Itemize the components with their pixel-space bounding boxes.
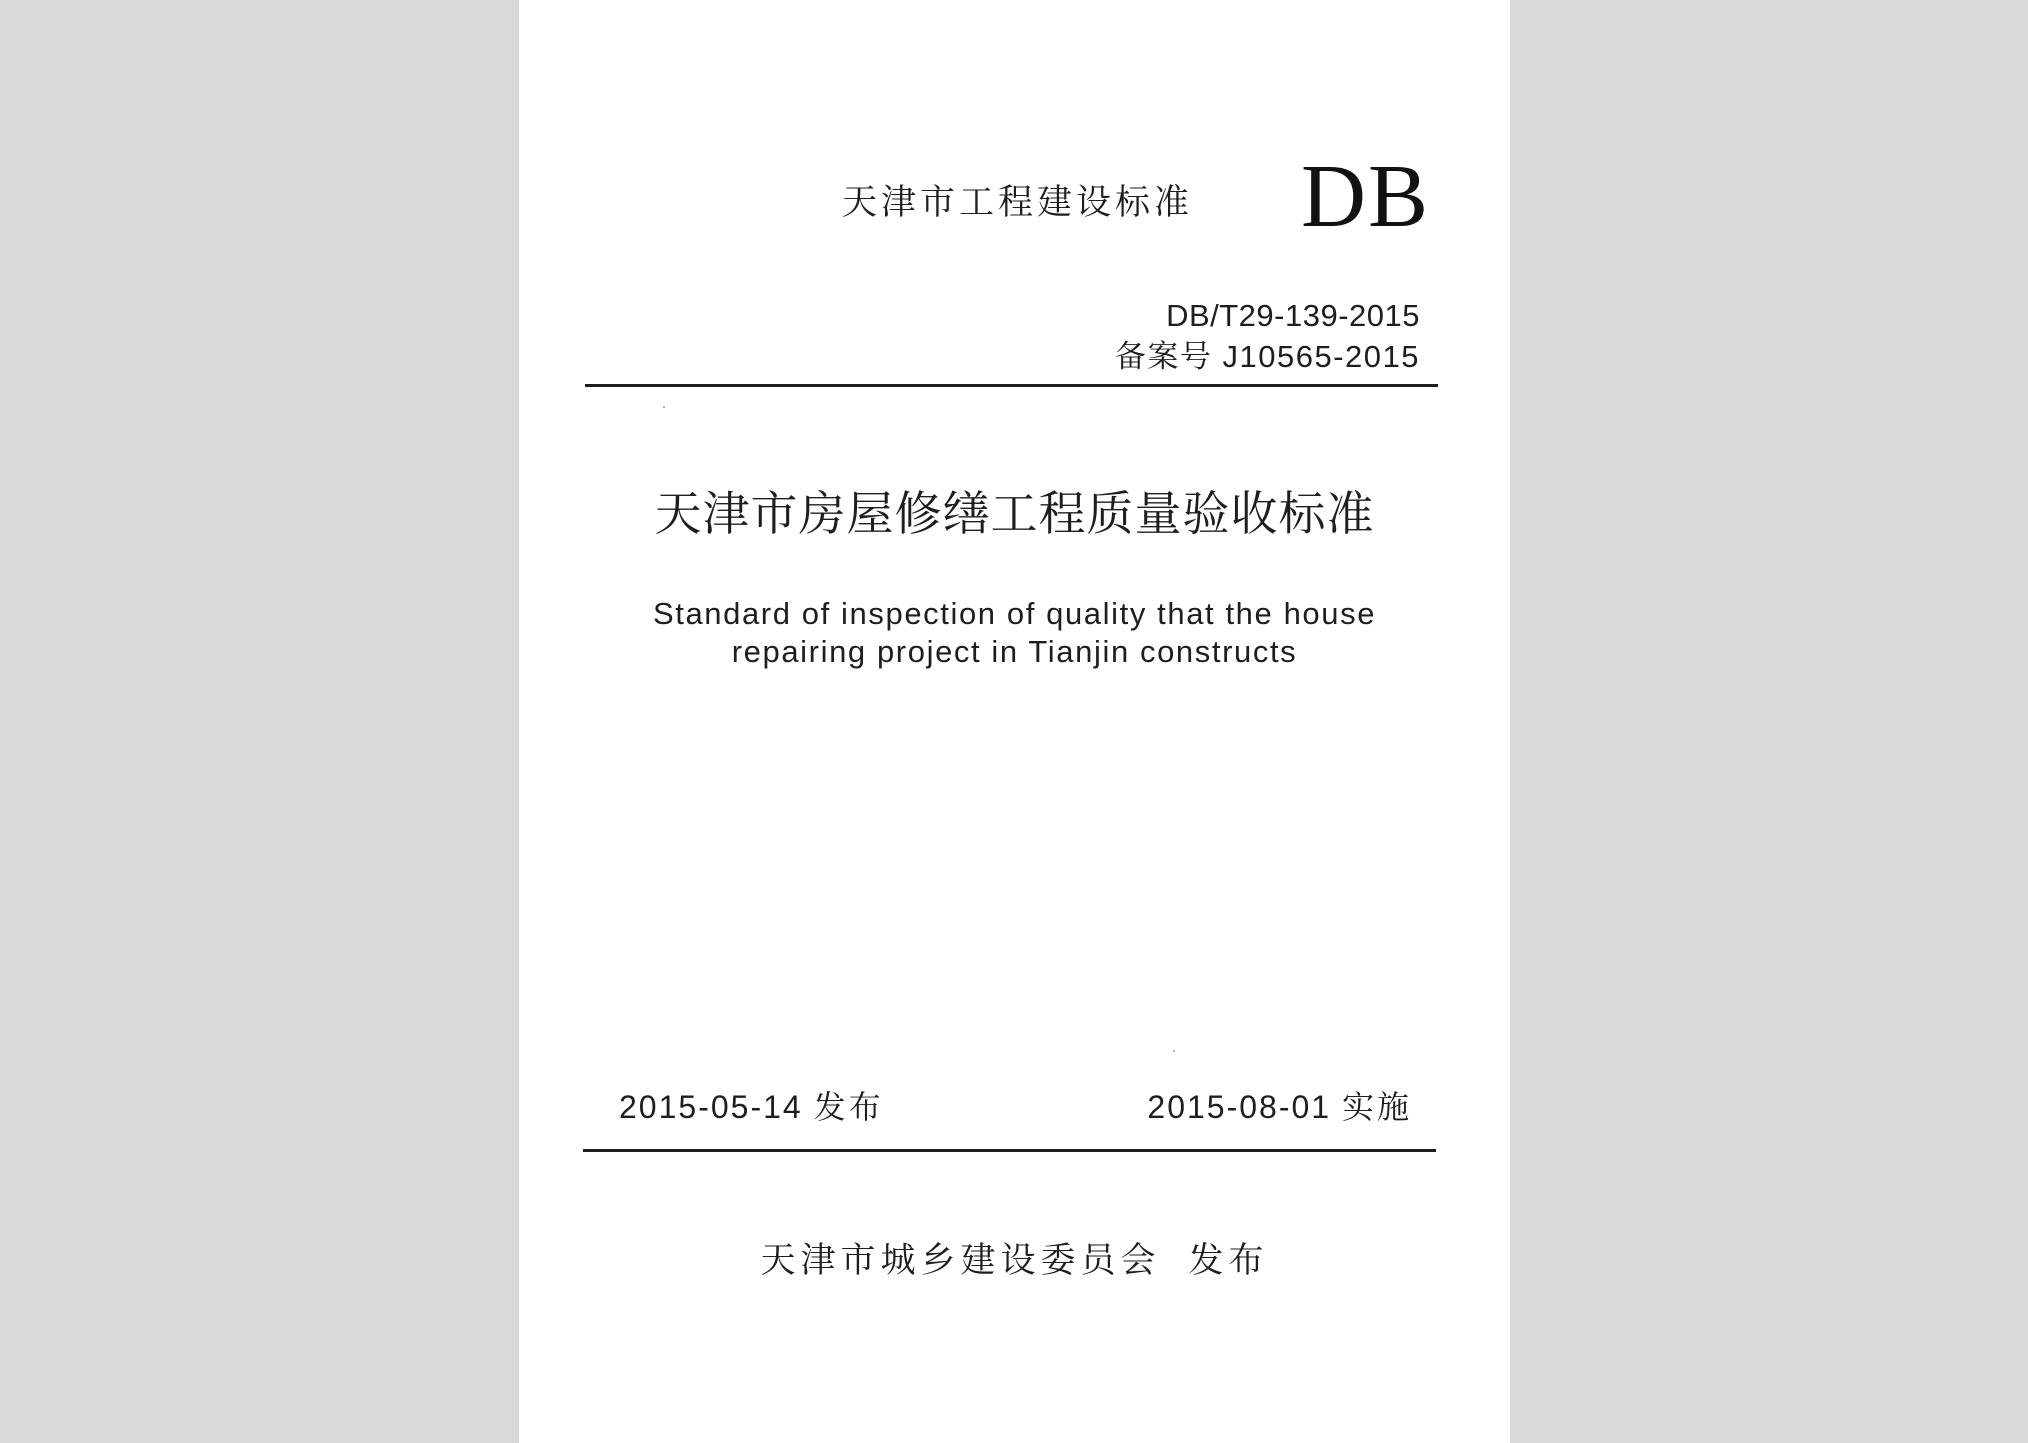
title-english-line-1: Standard of inspection of quality that the house: [652, 596, 1377, 631]
implement-label: 实施: [1341, 1088, 1412, 1126]
title-chinese: 天津市房屋修缮工程质量验收标准: [654, 487, 1375, 542]
record-number: 备案号 J10565-2015: [1114, 339, 1420, 374]
issue-label: 发布: [813, 1088, 884, 1126]
standard-number: DB/T29-139-2015: [1166, 298, 1420, 333]
issue-date: 2015-05-14: [619, 1089, 803, 1125]
publisher-action: 发布: [1188, 1241, 1269, 1281]
publisher-line: [519, 1241, 1510, 1281]
header-divider: [585, 384, 1438, 387]
footer-divider: [583, 1149, 1436, 1152]
db-mark: DB: [1300, 147, 1430, 246]
document-cover: [519, 0, 1510, 1443]
publisher-name: 天津市城乡建设委员会: [760, 1241, 1161, 1281]
scan-speck: [663, 406, 665, 408]
title-english-line-2: repairing project in Tianjin constructs: [731, 634, 1298, 669]
scan-speck: [1173, 1050, 1175, 1052]
implement-date-line: [1147, 1088, 1412, 1126]
issue-date-line: [619, 1088, 884, 1126]
series-title: 天津市工程建设标准: [841, 183, 1193, 223]
implement-date: 2015-08-01: [1147, 1089, 1332, 1125]
